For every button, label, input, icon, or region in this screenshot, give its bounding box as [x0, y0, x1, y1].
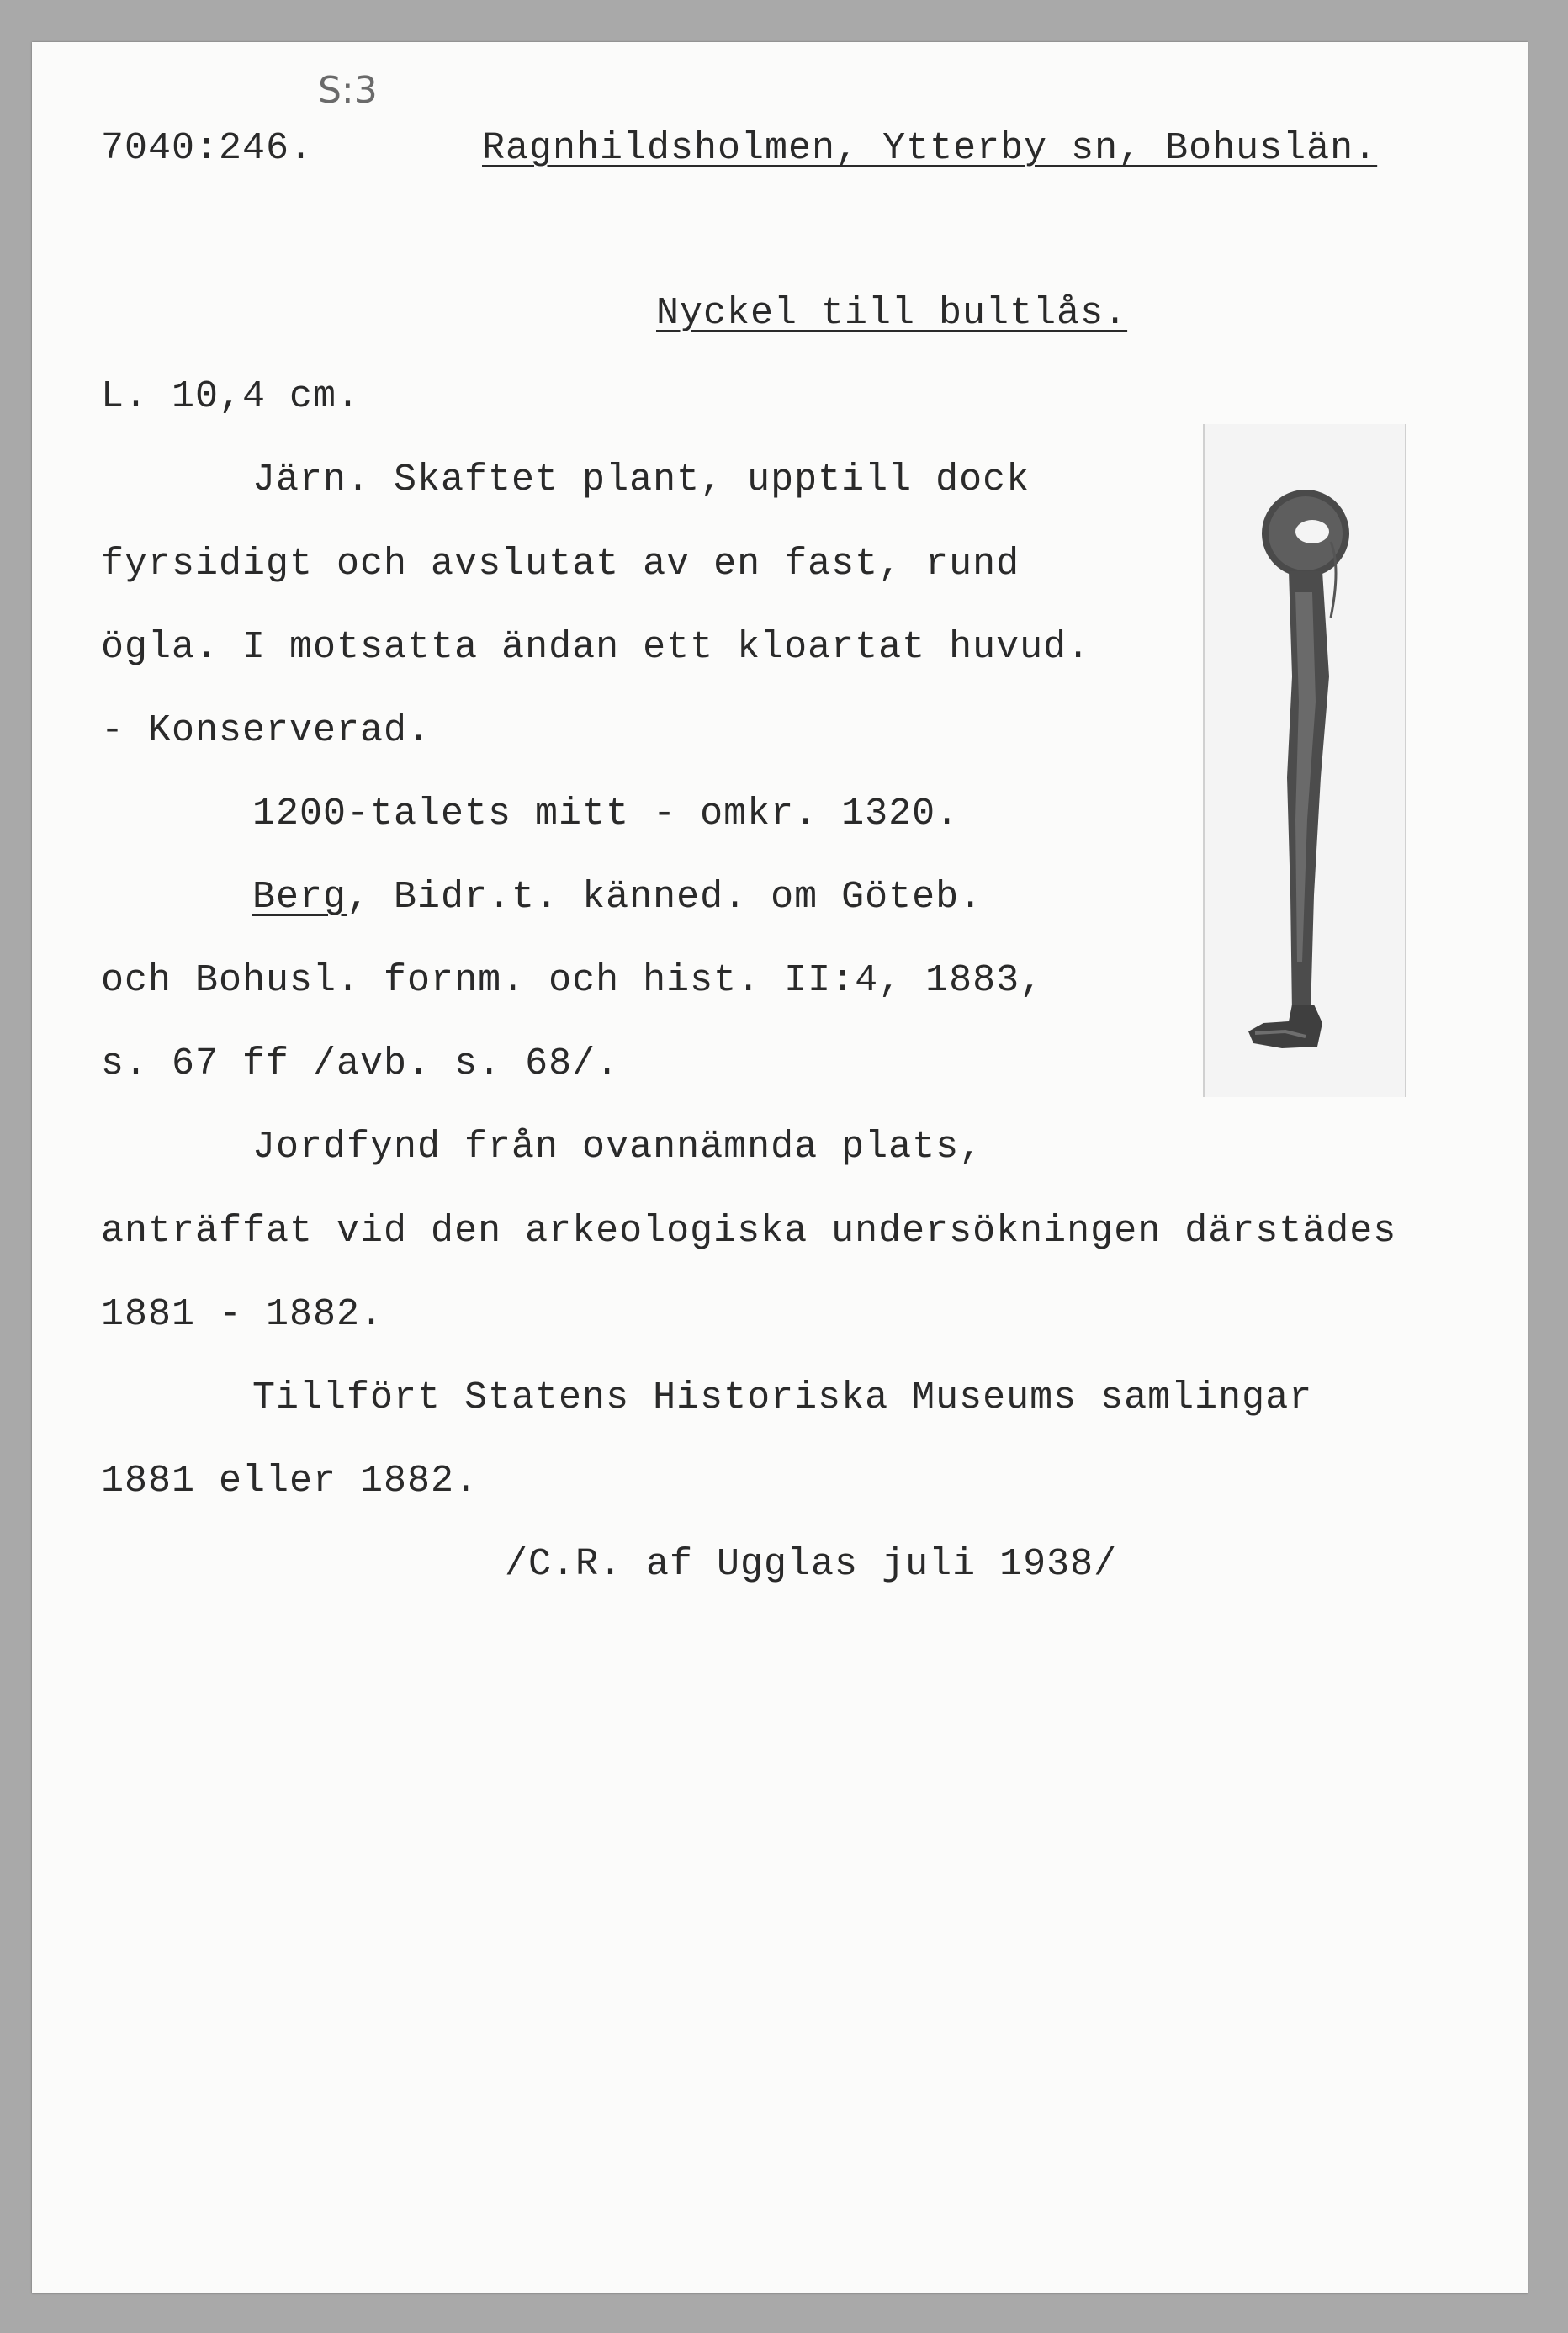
- acquisition-line-2: 1881 eller 1882.: [101, 1460, 479, 1503]
- key-image: [1205, 424, 1405, 1097]
- key-photograph: [1203, 424, 1406, 1097]
- signature: /C.R. af Ugglas juli 1938/: [505, 1543, 1118, 1586]
- reference-author: Berg: [252, 876, 347, 919]
- reference-line-1: [252, 875, 983, 920]
- find-line-2: anträffat vid den arkeologiska undersökningen därstädes: [101, 1210, 1397, 1253]
- catalog-card: [32, 42, 1528, 2293]
- find-line-1: Jordfynd från ovannämnda plats,: [252, 1126, 983, 1169]
- pencil-note: S:3: [318, 69, 378, 112]
- reference-line-3: s. 67 ff /avb. s. 68/.: [101, 1042, 620, 1085]
- description-line-3: ögla. I motsatta ändan ett kloartat huvud.: [101, 626, 1091, 669]
- description-line-2: fyrsidigt och avslutat av en fast, rund: [101, 543, 1020, 586]
- reference-line-2: och Bohusl. fornm. och hist. II:4, 1883,: [101, 959, 1044, 1002]
- object-title: Nyckel till bultlås.: [656, 292, 1128, 335]
- description-line-1: Järn. Skaftet plant, upptill dock: [252, 459, 1030, 501]
- reference-title: , Bidr.t. känned. om Göteb.: [347, 876, 983, 919]
- dating: 1200-talets mitt - omkr. 1320.: [252, 793, 960, 835]
- find-line-3: 1881 - 1882.: [101, 1293, 384, 1336]
- catalog-number: 7040:246.: [101, 127, 314, 170]
- acquisition-line-1: Tillfört Statens Historiska Museums samlingar: [252, 1376, 1313, 1419]
- find-location: Ragnhildsholmen, Ytterby sn, Bohuslän.: [482, 127, 1378, 170]
- description-line-4: - Konserverad.: [101, 709, 432, 752]
- length: L. 10,4 cm.: [101, 375, 361, 418]
